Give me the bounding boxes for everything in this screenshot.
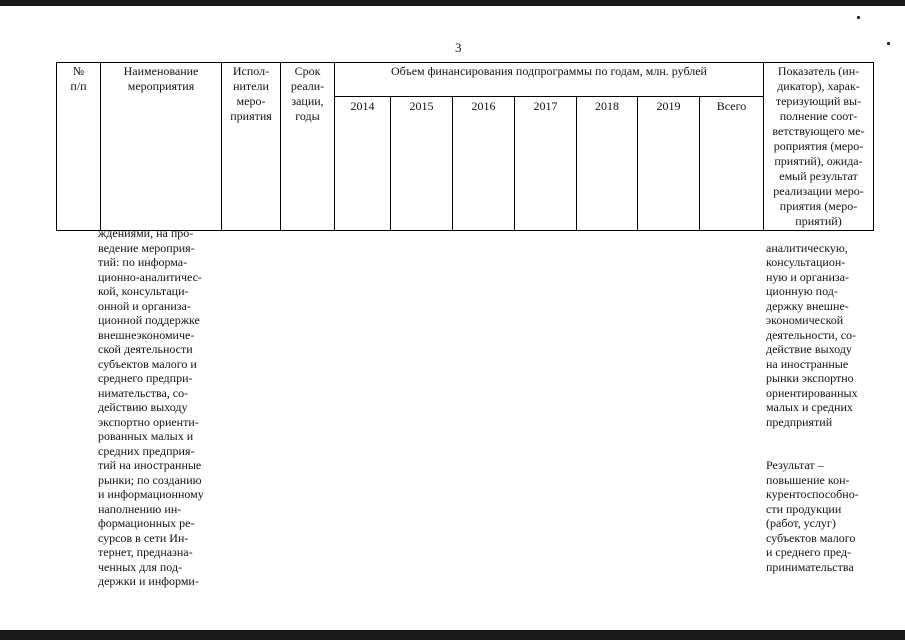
year-cell: 2015	[391, 97, 453, 231]
header-term: Срок реали- зации, годы	[281, 63, 335, 231]
indicator-column	[766, 226, 878, 589]
header-indicator: Показатель (ин- дикатор), харак- теризующий вы- полнение соот- ветствующего ме- роприятия (меро- приятий), ожида- емый результат реализации меро- приятия (меро- приятий)	[764, 63, 874, 231]
funding-table	[56, 62, 874, 231]
year-cell: 2014	[335, 97, 391, 231]
activity-description: ждениями, на про- ведение мероприя- тий: по информа- ционно-аналитичес- кой, консультаци- онной и организа- ционной поддержке внешнеэкономиче- ской деятельности субъектов малого и среднего предпри- нимательства, со- действию выходу экспортно ориенти- рованных малых и средних предприя- тий на иностранные рынки; по созданию и информационному наполнению ин- формационных ре- сурсов в сети Ин- тернет, предназна- ченных для под- держки и информи-	[98, 226, 204, 588]
year-cell: 2018	[577, 97, 638, 231]
total-cell: Всего	[700, 97, 764, 231]
header-executors: Испол- нители меро- приятия	[222, 63, 281, 231]
scan-border-bottom	[0, 630, 905, 640]
indicator-description: аналитическую, консультацион- ную и организа- ционную под- держку внешне- экономической деятельности, со- действие выходу на иностранные рынки экспортно ориентированных малых и средних предприятий	[766, 240, 858, 429]
year-cell: 2019	[638, 97, 700, 231]
year-cell: 2016	[453, 97, 515, 231]
scan-speck	[857, 16, 860, 19]
page-number: 3	[455, 40, 462, 55]
expected-result: Результат – повышение кон- курентоспособно- сти продукции (работ, услуг) субъектов малого и среднего пред- принимательства	[766, 458, 859, 574]
scan-speck	[887, 42, 890, 45]
scan-border-top	[0, 0, 905, 6]
header-num: № п/п	[57, 63, 101, 231]
header-name: Наименование мероприятия	[101, 63, 222, 231]
year-cell: 2017	[515, 97, 577, 231]
header-funding: Объем финансирования подпрограммы по годам, млн. рублей	[335, 63, 764, 97]
